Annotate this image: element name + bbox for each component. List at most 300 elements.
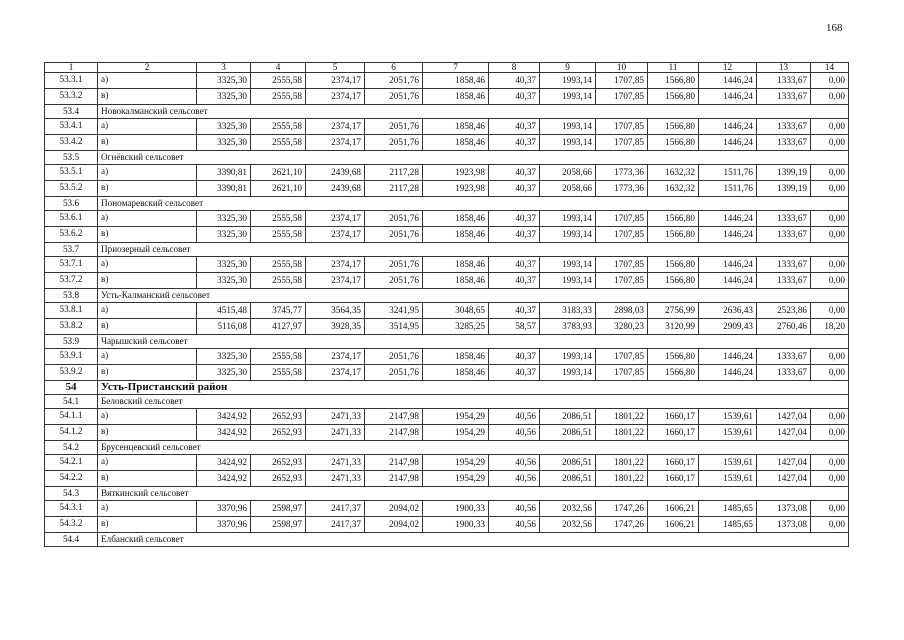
value-cell: 2094,02 (365, 517, 423, 533)
value-cell: 1566,80 (648, 119, 699, 135)
column-number-cell: 2 (98, 63, 197, 73)
value-cell: 2051,76 (365, 365, 423, 381)
value-cell: 3048,65 (423, 303, 489, 319)
value-cell: 2147,98 (365, 409, 423, 425)
value-cell: 40,56 (489, 455, 540, 471)
section-row (45, 395, 849, 409)
value-cell: 1923,98 (423, 181, 489, 197)
value-cell: 1660,17 (648, 425, 699, 441)
value-cell: 40,37 (489, 119, 540, 135)
value-cell: 1333,67 (757, 257, 811, 273)
value-cell: 1993,14 (540, 135, 596, 151)
section-name: Брусенцевский сельсовет (98, 441, 849, 455)
value-cell: 1858,46 (423, 273, 489, 289)
row-label: а) (98, 303, 197, 319)
value-cell: 0,00 (811, 73, 849, 89)
value-cell: 1566,80 (648, 349, 699, 365)
value-cell: 2898,03 (596, 303, 648, 319)
value-cell: 1660,17 (648, 409, 699, 425)
row-code: 53.3.2 (45, 89, 98, 105)
value-cell: 1858,46 (423, 349, 489, 365)
value-cell: 1427,04 (757, 425, 811, 441)
value-cell: 3514,95 (365, 319, 423, 335)
value-cell: 2374,17 (306, 273, 365, 289)
value-cell: 3325,30 (197, 349, 251, 365)
value-cell: 1660,17 (648, 471, 699, 487)
row-code: 54.2.2 (45, 471, 98, 487)
value-cell: 2555,58 (251, 119, 306, 135)
section-name: Чарышский сельсовет (98, 335, 849, 349)
value-cell: 1858,46 (423, 257, 489, 273)
table-row (45, 425, 849, 441)
value-cell: 1801,22 (596, 425, 648, 441)
column-number-row (45, 63, 849, 73)
value-cell: 1485,65 (699, 501, 757, 517)
section-code: 53.4 (45, 105, 98, 119)
value-cell: 1539,61 (699, 409, 757, 425)
value-cell: 3390,81 (197, 181, 251, 197)
value-cell: 40,37 (489, 303, 540, 319)
value-cell: 1993,14 (540, 227, 596, 243)
value-cell: 3241,95 (365, 303, 423, 319)
section-row (45, 197, 849, 211)
value-cell: 3745,77 (251, 303, 306, 319)
value-cell: 1993,14 (540, 349, 596, 365)
value-cell: 1993,14 (540, 257, 596, 273)
value-cell: 2471,33 (306, 409, 365, 425)
section-row (45, 105, 849, 119)
value-cell: 2374,17 (306, 227, 365, 243)
value-cell: 2094,02 (365, 501, 423, 517)
value-cell: 0,00 (811, 119, 849, 135)
row-code: 54.1.1 (45, 409, 98, 425)
section-name: Усть-Пристанский район (98, 381, 849, 395)
row-code: 53.3.1 (45, 73, 98, 89)
value-cell: 1333,67 (757, 119, 811, 135)
section-row (45, 533, 849, 547)
value-cell: 2032,56 (540, 517, 596, 533)
value-cell: 1606,21 (648, 517, 699, 533)
table-row (45, 349, 849, 365)
value-cell: 2621,10 (251, 181, 306, 197)
value-cell: 3370,96 (197, 517, 251, 533)
value-cell: 2374,17 (306, 119, 365, 135)
table-row (45, 455, 849, 471)
value-cell: 2652,93 (251, 425, 306, 441)
value-cell: 1900,33 (423, 501, 489, 517)
value-cell: 1632,32 (648, 165, 699, 181)
value-cell: 1707,85 (596, 211, 648, 227)
section-code: 53.8 (45, 289, 98, 303)
value-cell: 3783,93 (540, 319, 596, 335)
value-cell: 1858,46 (423, 73, 489, 89)
section-code: 53.7 (45, 243, 98, 257)
section-name: Усть-Калманский сельсовет (98, 289, 849, 303)
value-cell: 1747,26 (596, 517, 648, 533)
value-cell: 1446,24 (699, 119, 757, 135)
value-cell: 2051,76 (365, 135, 423, 151)
value-cell: 1333,67 (757, 227, 811, 243)
value-cell: 5116,08 (197, 319, 251, 335)
row-label: в) (98, 227, 197, 243)
value-cell: 0,00 (811, 303, 849, 319)
value-cell: 2051,76 (365, 211, 423, 227)
row-code: 53.4.1 (45, 119, 98, 135)
value-cell: 2555,58 (251, 227, 306, 243)
value-cell: 3285,25 (423, 319, 489, 335)
value-cell: 4127,97 (251, 319, 306, 335)
value-cell: 1707,85 (596, 119, 648, 135)
value-cell: 1446,24 (699, 73, 757, 89)
value-cell: 2652,93 (251, 409, 306, 425)
value-cell: 2652,93 (251, 471, 306, 487)
row-code: 53.7.1 (45, 257, 98, 273)
value-cell: 0,00 (811, 273, 849, 289)
value-cell: 2086,51 (540, 409, 596, 425)
row-label: а) (98, 73, 197, 89)
value-cell: 1333,67 (757, 349, 811, 365)
section-row (45, 243, 849, 257)
value-cell: 1707,85 (596, 135, 648, 151)
value-cell: 2756,99 (648, 303, 699, 319)
value-cell: 1993,14 (540, 119, 596, 135)
value-cell: 3424,92 (197, 409, 251, 425)
value-cell: 2117,28 (365, 181, 423, 197)
value-cell: 2598,97 (251, 517, 306, 533)
value-cell: 1539,61 (699, 471, 757, 487)
value-cell: 1446,24 (699, 211, 757, 227)
value-cell: 40,37 (489, 349, 540, 365)
value-cell: 1333,67 (757, 135, 811, 151)
value-cell: 2760,46 (757, 319, 811, 335)
value-cell: 1566,80 (648, 257, 699, 273)
value-cell: 2652,93 (251, 455, 306, 471)
column-number-cell: 3 (197, 63, 251, 73)
value-cell: 2147,98 (365, 425, 423, 441)
value-cell: 2621,10 (251, 165, 306, 181)
section-name: Новокалманский сельсовет (98, 105, 849, 119)
value-cell: 2417,37 (306, 501, 365, 517)
value-cell: 1566,80 (648, 273, 699, 289)
column-number-cell: 12 (699, 63, 757, 73)
section-name: Елбанский сельсовет (98, 533, 849, 547)
value-cell: 40,56 (489, 409, 540, 425)
value-cell: 1923,98 (423, 165, 489, 181)
value-cell: 40,56 (489, 425, 540, 441)
column-number-cell: 4 (251, 63, 306, 73)
value-cell: 1566,80 (648, 89, 699, 105)
section-name: Вяткинский сельсовет (98, 487, 849, 501)
value-cell: 2439,68 (306, 165, 365, 181)
value-cell: 0,00 (811, 181, 849, 197)
value-cell: 1801,22 (596, 471, 648, 487)
value-cell: 0,00 (811, 455, 849, 471)
value-cell: 1333,67 (757, 73, 811, 89)
table-row (45, 119, 849, 135)
page-number: 168 (826, 22, 843, 34)
value-cell: 2086,51 (540, 471, 596, 487)
value-cell: 2051,76 (365, 89, 423, 105)
value-cell: 1993,14 (540, 89, 596, 105)
value-cell: 3424,92 (197, 455, 251, 471)
value-cell: 3325,30 (197, 135, 251, 151)
value-cell: 3390,81 (197, 165, 251, 181)
value-cell: 40,37 (489, 165, 540, 181)
value-cell: 2555,58 (251, 273, 306, 289)
table-row (45, 409, 849, 425)
section-code: 54.1 (45, 395, 98, 409)
row-label: а) (98, 257, 197, 273)
table-row (45, 227, 849, 243)
row-code: 53.8.1 (45, 303, 98, 319)
value-cell: 1954,29 (423, 471, 489, 487)
value-cell: 3424,92 (197, 471, 251, 487)
value-cell: 2439,68 (306, 181, 365, 197)
tariff-table (44, 62, 849, 547)
value-cell: 1373,08 (757, 501, 811, 517)
row-code: 54.2.1 (45, 455, 98, 471)
value-cell: 1858,46 (423, 211, 489, 227)
section-row (45, 381, 849, 395)
section-code: 53.5 (45, 151, 98, 165)
value-cell: 1632,32 (648, 181, 699, 197)
value-cell: 40,37 (489, 227, 540, 243)
value-cell: 3424,92 (197, 425, 251, 441)
row-code: 53.7.2 (45, 273, 98, 289)
value-cell: 40,37 (489, 89, 540, 105)
value-cell: 40,37 (489, 211, 540, 227)
value-cell: 1707,85 (596, 349, 648, 365)
table-row (45, 303, 849, 319)
table-row (45, 73, 849, 89)
value-cell: 40,56 (489, 517, 540, 533)
value-cell: 0,00 (811, 227, 849, 243)
value-cell: 1566,80 (648, 73, 699, 89)
value-cell: 1993,14 (540, 73, 596, 89)
section-row (45, 487, 849, 501)
value-cell: 3120,99 (648, 319, 699, 335)
table-row (45, 211, 849, 227)
value-cell: 3325,30 (197, 365, 251, 381)
row-label: а) (98, 211, 197, 227)
column-number-cell: 1 (45, 63, 98, 73)
value-cell: 1485,65 (699, 517, 757, 533)
value-cell: 1707,85 (596, 227, 648, 243)
section-code: 54.3 (45, 487, 98, 501)
value-cell: 2374,17 (306, 73, 365, 89)
value-cell: 1333,67 (757, 211, 811, 227)
value-cell: 2086,51 (540, 425, 596, 441)
value-cell: 1566,80 (648, 211, 699, 227)
value-cell: 2555,58 (251, 135, 306, 151)
section-row (45, 441, 849, 455)
value-cell: 2032,56 (540, 501, 596, 517)
value-cell: 1858,46 (423, 365, 489, 381)
value-cell: 1511,76 (699, 165, 757, 181)
value-cell: 2058,66 (540, 165, 596, 181)
value-cell: 0,00 (811, 501, 849, 517)
value-cell: 3928,35 (306, 319, 365, 335)
value-cell: 40,37 (489, 273, 540, 289)
value-cell: 1707,85 (596, 273, 648, 289)
value-cell: 1539,61 (699, 455, 757, 471)
value-cell: 40,37 (489, 181, 540, 197)
value-cell: 0,00 (811, 135, 849, 151)
row-label: в) (98, 319, 197, 335)
value-cell: 1801,22 (596, 409, 648, 425)
value-cell: 2086,51 (540, 455, 596, 471)
value-cell: 1446,24 (699, 365, 757, 381)
row-label: а) (98, 165, 197, 181)
value-cell: 1566,80 (648, 365, 699, 381)
row-code: 53.9.1 (45, 349, 98, 365)
value-cell: 2374,17 (306, 349, 365, 365)
value-cell: 2555,58 (251, 349, 306, 365)
section-name: Приозерный сельсовет (98, 243, 849, 257)
value-cell: 40,37 (489, 135, 540, 151)
section-code: 53.6 (45, 197, 98, 211)
table-row (45, 471, 849, 487)
value-cell: 1707,85 (596, 365, 648, 381)
value-cell: 0,00 (811, 425, 849, 441)
value-cell: 2374,17 (306, 211, 365, 227)
section-row (45, 335, 849, 349)
value-cell: 1858,46 (423, 135, 489, 151)
value-cell: 2374,17 (306, 89, 365, 105)
value-cell: 40,37 (489, 257, 540, 273)
value-cell: 18,20 (811, 319, 849, 335)
value-cell: 2598,97 (251, 501, 306, 517)
value-cell: 0,00 (811, 211, 849, 227)
value-cell: 3325,30 (197, 73, 251, 89)
row-code: 53.6.2 (45, 227, 98, 243)
section-code: 54.2 (45, 441, 98, 455)
value-cell: 1373,08 (757, 517, 811, 533)
value-cell: 40,37 (489, 73, 540, 89)
row-label: в) (98, 517, 197, 533)
value-cell: 1446,24 (699, 257, 757, 273)
value-cell: 2374,17 (306, 257, 365, 273)
row-code: 53.5.2 (45, 181, 98, 197)
column-number-cell: 5 (306, 63, 365, 73)
value-cell: 1954,29 (423, 455, 489, 471)
value-cell: 0,00 (811, 257, 849, 273)
row-label: в) (98, 425, 197, 441)
value-cell: 3564,35 (306, 303, 365, 319)
value-cell: 1858,46 (423, 119, 489, 135)
table-row (45, 319, 849, 335)
value-cell: 1801,22 (596, 455, 648, 471)
column-number-cell: 7 (423, 63, 489, 73)
value-cell: 40,37 (489, 365, 540, 381)
value-cell: 1707,85 (596, 257, 648, 273)
column-number-cell: 11 (648, 63, 699, 73)
row-label: а) (98, 409, 197, 425)
value-cell: 3325,30 (197, 211, 251, 227)
column-number-cell: 9 (540, 63, 596, 73)
table-row (45, 257, 849, 273)
value-cell: 1993,14 (540, 273, 596, 289)
value-cell: 1566,80 (648, 227, 699, 243)
value-cell: 2471,33 (306, 471, 365, 487)
row-code: 53.6.1 (45, 211, 98, 227)
value-cell: 0,00 (811, 409, 849, 425)
column-number-cell: 14 (811, 63, 849, 73)
value-cell: 3325,30 (197, 89, 251, 105)
value-cell: 4515,48 (197, 303, 251, 319)
value-cell: 2051,76 (365, 257, 423, 273)
value-cell: 2051,76 (365, 73, 423, 89)
value-cell: 2051,76 (365, 349, 423, 365)
table-row (45, 89, 849, 105)
value-cell: 1773,36 (596, 181, 648, 197)
row-code: 53.4.2 (45, 135, 98, 151)
value-cell: 0,00 (811, 471, 849, 487)
section-code: 54.4 (45, 533, 98, 547)
row-label: в) (98, 365, 197, 381)
value-cell: 2471,33 (306, 425, 365, 441)
section-code: 54 (45, 381, 98, 395)
row-label: в) (98, 135, 197, 151)
section-code: 53.9 (45, 335, 98, 349)
row-code: 54.1.2 (45, 425, 98, 441)
value-cell: 1993,14 (540, 365, 596, 381)
table-row (45, 501, 849, 517)
value-cell: 1858,46 (423, 227, 489, 243)
value-cell: 2555,58 (251, 211, 306, 227)
value-cell: 1427,04 (757, 455, 811, 471)
row-label: а) (98, 349, 197, 365)
table-row (45, 517, 849, 533)
value-cell: 3370,96 (197, 501, 251, 517)
value-cell: 0,00 (811, 349, 849, 365)
value-cell: 3325,30 (197, 273, 251, 289)
value-cell: 2555,58 (251, 73, 306, 89)
column-number-cell: 13 (757, 63, 811, 73)
value-cell: 1660,17 (648, 455, 699, 471)
section-name: Огнёвский сельсовет (98, 151, 849, 165)
table-row (45, 181, 849, 197)
table-row (45, 273, 849, 289)
section-name: Пономаревский сельсовет (98, 197, 849, 211)
value-cell: 2058,66 (540, 181, 596, 197)
value-cell: 2117,28 (365, 165, 423, 181)
value-cell: 1606,21 (648, 501, 699, 517)
value-cell: 1446,24 (699, 89, 757, 105)
value-cell: 2636,43 (699, 303, 757, 319)
row-code: 53.5.1 (45, 165, 98, 181)
value-cell: 1446,24 (699, 273, 757, 289)
value-cell: 0,00 (811, 165, 849, 181)
row-label: а) (98, 501, 197, 517)
value-cell: 1747,26 (596, 501, 648, 517)
row-label: в) (98, 89, 197, 105)
row-label: в) (98, 273, 197, 289)
value-cell: 1993,14 (540, 211, 596, 227)
value-cell: 1858,46 (423, 89, 489, 105)
value-cell: 1511,76 (699, 181, 757, 197)
value-cell: 3280,23 (596, 319, 648, 335)
value-cell: 2555,58 (251, 89, 306, 105)
section-row (45, 289, 849, 303)
value-cell: 1707,85 (596, 89, 648, 105)
value-cell: 2555,58 (251, 257, 306, 273)
value-cell: 1446,24 (699, 349, 757, 365)
row-code: 53.8.2 (45, 319, 98, 335)
value-cell: 1427,04 (757, 471, 811, 487)
row-label: в) (98, 181, 197, 197)
value-cell: 40,56 (489, 501, 540, 517)
